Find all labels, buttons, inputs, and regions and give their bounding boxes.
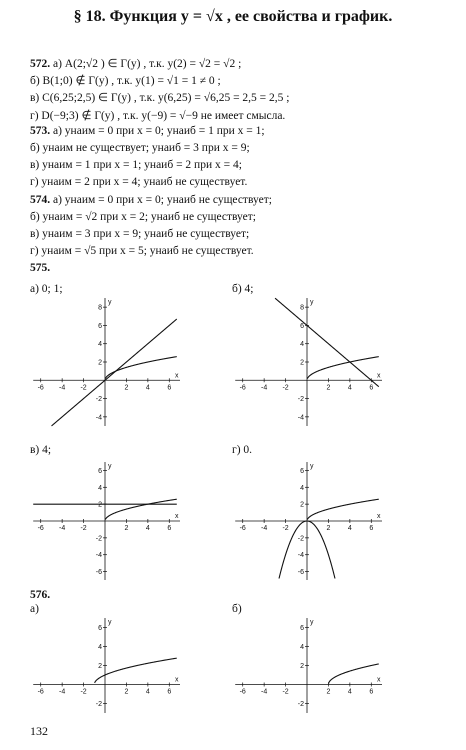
label-575a: а) 0; 1; bbox=[30, 283, 63, 295]
y-tick-label: -6 bbox=[95, 569, 102, 577]
solution-text: г) D(−9;3) ∉ Г(у) , т.к. y(−9) = √−9 не имеет смысла. bbox=[30, 109, 286, 122]
y-tick-label: 6 bbox=[300, 625, 304, 632]
graph-575g bbox=[232, 462, 382, 580]
x-tick-label: 4 bbox=[347, 688, 352, 696]
y-tick-label: 4 bbox=[98, 484, 102, 492]
y-tick-label: 6 bbox=[98, 625, 102, 632]
x-tick-label: 2 bbox=[326, 384, 331, 392]
y-tick-label: 2 bbox=[98, 663, 102, 670]
solution-line bbox=[30, 125, 265, 137]
x-tick-label: 4 bbox=[347, 525, 352, 532]
x-tick-label: -2 bbox=[80, 688, 87, 696]
y-tick-label: 4 bbox=[300, 644, 304, 651]
curve-sqrt_shift_p2 bbox=[329, 664, 379, 684]
solution-line bbox=[30, 159, 242, 171]
solution-line bbox=[30, 211, 256, 223]
graph-576a bbox=[30, 618, 180, 713]
y-tick-label: 6 bbox=[300, 467, 304, 475]
x-axis-label: x bbox=[377, 372, 381, 380]
x-tick-label: 2 bbox=[124, 384, 129, 392]
x-tick-label: 6 bbox=[167, 525, 172, 532]
solution-text: в) yнаим = 1 при x = 1; yнаиб = 2 при x = 4; bbox=[30, 159, 242, 172]
y-tick-label: 8 bbox=[98, 304, 102, 312]
solution-text: г) yнаим = 2 при x = 4; yнаиб не существует. bbox=[30, 176, 248, 189]
x-tick-label: 2 bbox=[326, 525, 331, 532]
x-tick-label: 2 bbox=[124, 525, 129, 532]
x-tick-label: 4 bbox=[145, 384, 150, 392]
y-tick-label: 6 bbox=[98, 322, 102, 330]
graph-575v bbox=[30, 462, 180, 580]
x-tick-label: -4 bbox=[59, 688, 66, 696]
y-tick-label: 4 bbox=[98, 341, 102, 349]
solution-text: б) B(1;0) ∉ Г(у) , т.к. y(1) = √1 = 1 ≠ 0 ; bbox=[30, 75, 221, 88]
x-axis-label: x bbox=[175, 676, 179, 684]
y-tick-label: -6 bbox=[297, 569, 304, 577]
solution-line bbox=[30, 194, 272, 206]
y-tick-label: 8 bbox=[300, 304, 304, 312]
curve-sqrt bbox=[307, 499, 378, 519]
solution-text: а) A(2;√2 ) ∈ Г(у) , т.к. y(2) = √2 = √2 ; bbox=[53, 58, 242, 70]
label-576b: б) bbox=[232, 603, 242, 615]
x-tick-label: 6 bbox=[167, 384, 172, 392]
x-tick-label: 2 bbox=[124, 688, 129, 696]
x-tick-label: 2 bbox=[326, 688, 331, 696]
x-tick-label: -6 bbox=[37, 384, 44, 392]
curve-sqrt bbox=[105, 357, 176, 379]
y-tick-label: 2 bbox=[98, 501, 102, 509]
x-tick-label: 6 bbox=[369, 688, 374, 696]
x-axis-label: x bbox=[175, 372, 179, 380]
solution-line bbox=[30, 73, 221, 87]
solution-text: б) yнаим = √2 при x = 2; yнаиб не существует; bbox=[30, 210, 256, 223]
y-axis-label: y bbox=[108, 619, 112, 626]
x-axis-label: x bbox=[377, 513, 381, 520]
exercise-number: 574. bbox=[30, 193, 53, 206]
x-tick-label: -2 bbox=[282, 688, 289, 696]
label-575b: б) 4; bbox=[232, 283, 254, 295]
solution-text: г) yнаим = √5 при x = 5; yнаиб не существует. bbox=[30, 245, 254, 258]
curve-sqrt bbox=[307, 357, 378, 379]
y-axis-label: y bbox=[108, 299, 112, 306]
x-tick-label: -4 bbox=[59, 384, 66, 392]
x-tick-label: 6 bbox=[167, 688, 172, 696]
exercise-number: 573. bbox=[30, 124, 53, 137]
solution-text: а) yнаим = 0 при x = 0; yнаиб = 1 при x = 1; bbox=[53, 124, 265, 137]
y-tick-label: 4 bbox=[98, 644, 102, 651]
solution-line bbox=[30, 228, 249, 240]
curve-sqrt bbox=[105, 499, 176, 519]
curve-line_x bbox=[52, 319, 177, 426]
y-tick-label: -2 bbox=[297, 701, 304, 708]
y-axis-label: y bbox=[310, 619, 314, 626]
solution-text: а) yнаим = 0 при x = 0; yнаиб не существует; bbox=[53, 193, 272, 206]
y-tick-label: 6 bbox=[98, 467, 102, 475]
y-axis-label: y bbox=[108, 463, 112, 470]
y-tick-label: -2 bbox=[95, 396, 102, 404]
y-tick-label: -4 bbox=[297, 414, 304, 422]
y-tick-label: -4 bbox=[297, 552, 304, 560]
solution-text: в) yнаим = 3 при x = 9; yнаиб не существует; bbox=[30, 228, 250, 240]
x-axis-label: x bbox=[377, 676, 381, 684]
x-tick-label: -6 bbox=[239, 384, 246, 392]
y-axis-label: y bbox=[310, 299, 314, 306]
x-tick-label: -6 bbox=[37, 688, 44, 696]
y-tick-label: 2 bbox=[98, 359, 102, 367]
x-tick-label: 4 bbox=[145, 688, 150, 696]
curve-line_6mx bbox=[275, 298, 379, 387]
y-tick-label: 4 bbox=[300, 484, 304, 492]
y-tick-label: -4 bbox=[95, 552, 102, 560]
section-title: § 18. Функция y = √x , ее свойства и график. bbox=[73, 8, 393, 25]
y-tick-label: 4 bbox=[300, 341, 304, 349]
x-tick-label: -6 bbox=[239, 525, 246, 532]
solution-line bbox=[30, 90, 289, 104]
x-tick-label: -4 bbox=[59, 525, 66, 532]
x-tick-label: -4 bbox=[261, 688, 268, 696]
solution-line bbox=[30, 142, 250, 154]
y-tick-label: -2 bbox=[95, 701, 102, 708]
x-tick-label: -6 bbox=[37, 525, 44, 532]
x-tick-label: -6 bbox=[239, 688, 246, 696]
page-number: 132 bbox=[30, 724, 48, 738]
solution-line bbox=[30, 245, 254, 257]
solution-line bbox=[30, 176, 247, 188]
x-tick-label: -2 bbox=[80, 525, 87, 532]
y-tick-label: -2 bbox=[297, 535, 304, 543]
x-axis-label: x bbox=[175, 513, 179, 520]
graph-575b bbox=[232, 298, 382, 426]
x-tick-label: 6 bbox=[369, 525, 374, 532]
exercise-number: 572. bbox=[30, 58, 53, 70]
solution-text: б) yнаим не существует; yнаиб = 3 при x = 9; bbox=[30, 142, 250, 154]
label-576: 576. bbox=[30, 589, 51, 601]
solution-text: в) C(6,25;2,5) ∈ Г(у) , т.к. y(6,25) = √6,25 = 2,5 = 2,5 ; bbox=[30, 92, 290, 105]
graph-575a bbox=[30, 298, 180, 426]
exercise-number: 575. bbox=[30, 262, 51, 275]
x-tick-label: 6 bbox=[369, 384, 374, 392]
solution-line bbox=[30, 262, 50, 274]
y-tick-label: 2 bbox=[300, 359, 304, 367]
y-tick-label: 2 bbox=[300, 663, 304, 670]
label-576a: а) bbox=[30, 603, 39, 615]
x-tick-label: -2 bbox=[80, 384, 87, 392]
y-axis-label: y bbox=[310, 463, 314, 470]
y-tick-label: -2 bbox=[297, 396, 304, 404]
x-tick-label: 4 bbox=[145, 525, 150, 532]
x-tick-label: -2 bbox=[282, 384, 289, 392]
x-tick-label: -2 bbox=[282, 525, 289, 532]
x-tick-label: -4 bbox=[261, 384, 268, 392]
y-tick-label: -2 bbox=[95, 535, 102, 543]
y-tick-label: -4 bbox=[95, 414, 102, 422]
x-tick-label: -4 bbox=[261, 525, 268, 532]
solution-line bbox=[30, 56, 241, 70]
label-575v: в) 4; bbox=[30, 444, 52, 456]
y-tick-label: 6 bbox=[300, 322, 304, 330]
graph-576b bbox=[232, 618, 382, 713]
x-tick-label: 4 bbox=[347, 384, 352, 392]
y-tick-label: 2 bbox=[300, 501, 304, 509]
solution-line bbox=[30, 108, 285, 122]
label-575g: г) 0. bbox=[232, 444, 253, 456]
curve-sqrt_shift_m1 bbox=[95, 658, 177, 683]
